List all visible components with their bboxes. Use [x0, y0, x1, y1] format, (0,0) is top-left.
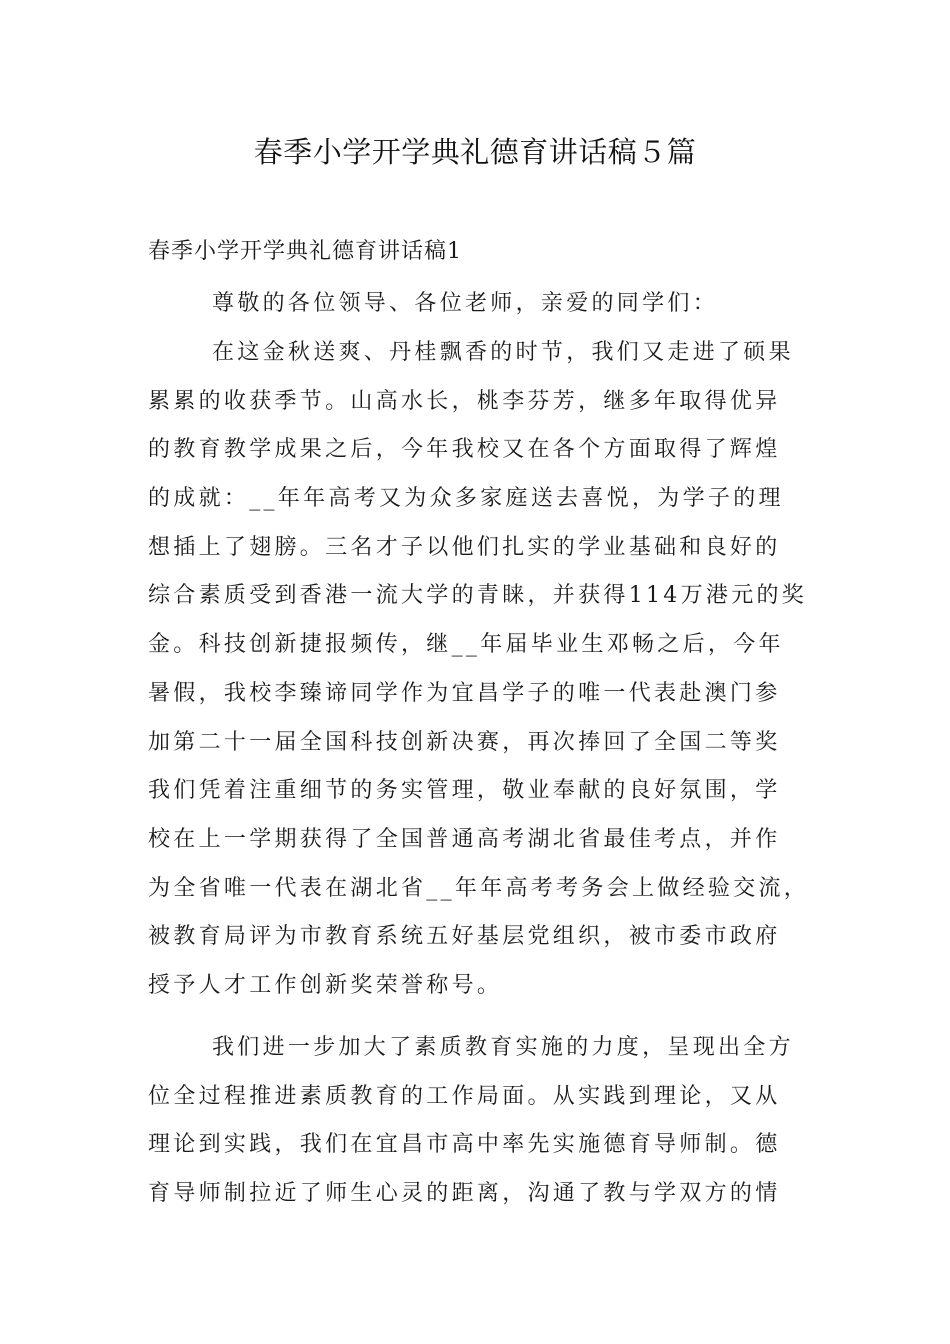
document-title: 春季小学开学典礼德育讲话稿５篇 — [253, 135, 697, 169]
greeting-paragraph — [148, 280, 808, 329]
paragraph-line: 被教育局评为市教育系统五好基层党组织，被市委市政府 — [148, 924, 781, 950]
paragraph-line: 育导师制拉近了师生心灵的距离，沟通了教与学双方的情 — [148, 1181, 781, 1207]
paragraph-line: 为全省唯一代表在湖北省__年年高考考务会上做经验交流， — [148, 875, 810, 901]
paragraph-line: 想插上了翅膀。三名才子以他们扎实的学业基础和良好的 — [148, 534, 781, 560]
paragraph-line: 暑假，我校李臻谛同学作为宜昌学子的唯一代表赴澳门参 — [148, 680, 781, 706]
paragraph-line: 累累的收获季节。山高水长，桃李芬芳，继多年取得优异 — [148, 388, 781, 414]
paragraph-line: 的教育教学成果之后，今年我校又在各个方面取得了辉煌 — [148, 437, 781, 463]
section-heading: 春季小学开学典礼德育讲话稿1 — [148, 239, 462, 264]
paragraph-line: 授予人才工作创新奖荣誉称号。 — [148, 972, 503, 998]
paragraph-line: 加第二十一届全国科技创新决赛，再次捧回了全国二等奖 — [148, 729, 781, 755]
paragraph-line: 理论到实践，我们在宜昌市高中率先实施德育导师制。德 — [148, 1132, 781, 1158]
paragraph-line: 金。科技创新捷报频传，继__年届毕业生邓畅之后，今年 — [148, 632, 784, 658]
greeting-line: 尊敬的各位领导、各位老师，亲爱的同学们： — [212, 291, 719, 316]
paragraph-line: 的成就：__年年高考又为众多家庭送去喜悦，为学子的理 — [148, 486, 784, 512]
paragraph-line: 校在上一学期获得了全国普通高考湖北省最佳考点，并作 — [148, 826, 781, 852]
paragraph-line: 综合素质受到香港一流大学的青睐，并获得114万港元的奖 — [148, 583, 808, 609]
paragraph-line: 我们进一步加大了素质教育实施的力度，呈现出全方 — [212, 1035, 794, 1060]
paragraph-2 — [148, 1024, 808, 1219]
paragraph-line: 在这金秋送爽、丹桂飘香的时节，我们又走进了硕果 — [212, 340, 794, 365]
paragraph-1 — [148, 329, 808, 1011]
paragraph-line: 位全过程推进素质教育的工作局面。从实践到理论，又从 — [148, 1083, 781, 1109]
paragraph-line: 我们凭着注重细节的务实管理，敬业奉献的良好氛围，学 — [148, 778, 781, 804]
